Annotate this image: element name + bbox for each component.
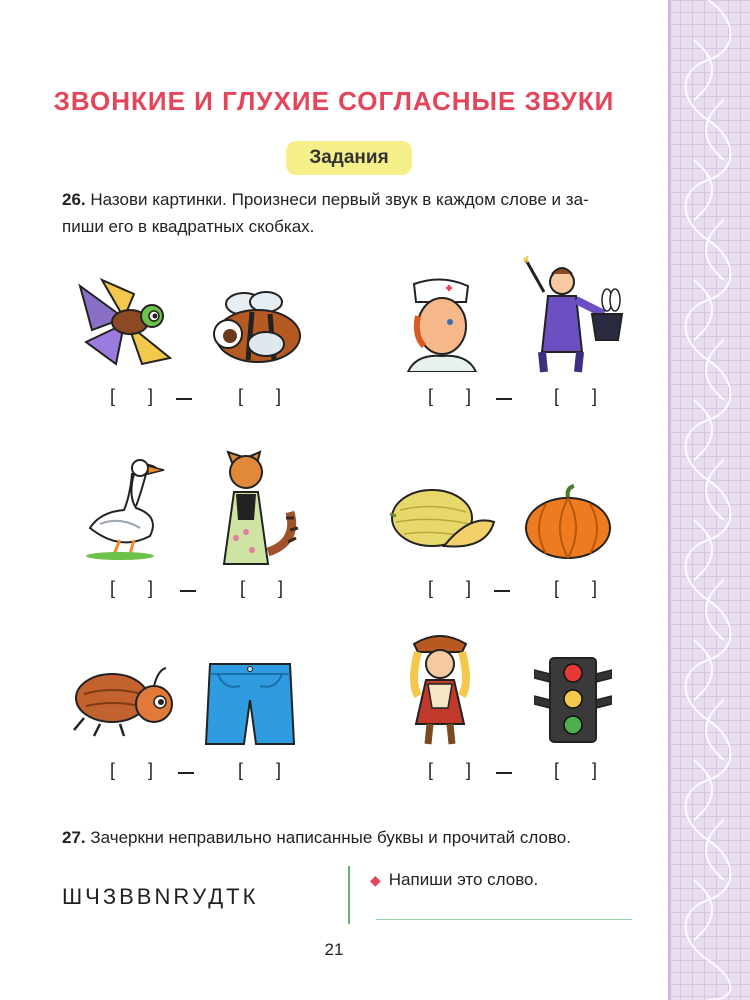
beetle-icon bbox=[70, 664, 180, 738]
margin-loops-decoration bbox=[668, 0, 750, 1000]
dash bbox=[494, 590, 510, 592]
cat-icon bbox=[206, 442, 302, 572]
sound-bracket[interactable]: [ ] bbox=[110, 760, 168, 780]
task-26-line-1 bbox=[62, 186, 662, 213]
sound-bracket[interactable]: [ ] bbox=[238, 760, 296, 780]
shorts-icon bbox=[204, 660, 296, 746]
sound-bracket[interactable]: [ ] bbox=[110, 386, 168, 406]
dash bbox=[496, 398, 512, 400]
divider-line bbox=[348, 866, 350, 924]
sound-bracket[interactable]: [ ] bbox=[428, 760, 486, 780]
pumpkin-icon bbox=[522, 484, 614, 562]
write-hint bbox=[370, 870, 538, 890]
task-26-text bbox=[62, 186, 662, 240]
butterfly-icon bbox=[72, 272, 182, 368]
section-badge: Задания bbox=[286, 141, 412, 175]
melon-icon bbox=[386, 486, 498, 558]
dash bbox=[176, 398, 192, 400]
task-27-instruction: Зачеркни неправильно написанные буквы и прочитай слово. bbox=[90, 828, 571, 847]
sound-bracket[interactable]: [ ] bbox=[110, 578, 168, 598]
write-hint-text: Напиши это слово. bbox=[388, 870, 539, 889]
task-27-line bbox=[62, 824, 662, 851]
diamond-icon: ◆ bbox=[370, 872, 381, 888]
page-number: 21 bbox=[324, 940, 344, 959]
dash bbox=[496, 772, 512, 774]
task-27-number: 27. bbox=[62, 828, 86, 847]
sound-bracket[interactable]: [ ] bbox=[238, 386, 296, 406]
magician-icon bbox=[522, 254, 632, 374]
girl-icon bbox=[404, 632, 476, 752]
dash bbox=[180, 590, 196, 592]
sound-bracket[interactable]: [ ] bbox=[428, 386, 486, 406]
margin-strip bbox=[668, 0, 750, 1000]
traffic-light-icon bbox=[534, 656, 612, 744]
sound-bracket[interactable]: [ ] bbox=[240, 578, 298, 598]
task-26-number: 26. bbox=[62, 190, 86, 209]
task-26-instruction-1: Назови картинки. Произнеси первый звук в каждом слове и за- bbox=[90, 190, 589, 209]
nurse-icon bbox=[404, 276, 480, 372]
sound-bracket[interactable]: [ ] bbox=[428, 578, 486, 598]
dash bbox=[178, 772, 194, 774]
letter-sequence: ШЧЗВВNRУДТК bbox=[62, 884, 259, 909]
sound-bracket[interactable]: [ ] bbox=[554, 386, 612, 406]
sound-bracket[interactable]: [ ] bbox=[554, 760, 612, 780]
answer-line[interactable] bbox=[376, 919, 632, 920]
sound-bracket[interactable]: [ ] bbox=[554, 578, 612, 598]
goose-icon bbox=[80, 456, 170, 560]
bee-icon bbox=[204, 290, 308, 370]
page-title: ЗВОНКИЕ И ГЛУХИЕ СОГЛАСНЫЕ ЗВУКИ bbox=[53, 86, 615, 116]
task-27-text bbox=[62, 824, 662, 851]
task-26-instruction-2: пиши его в квадратных скобках. bbox=[62, 217, 315, 236]
